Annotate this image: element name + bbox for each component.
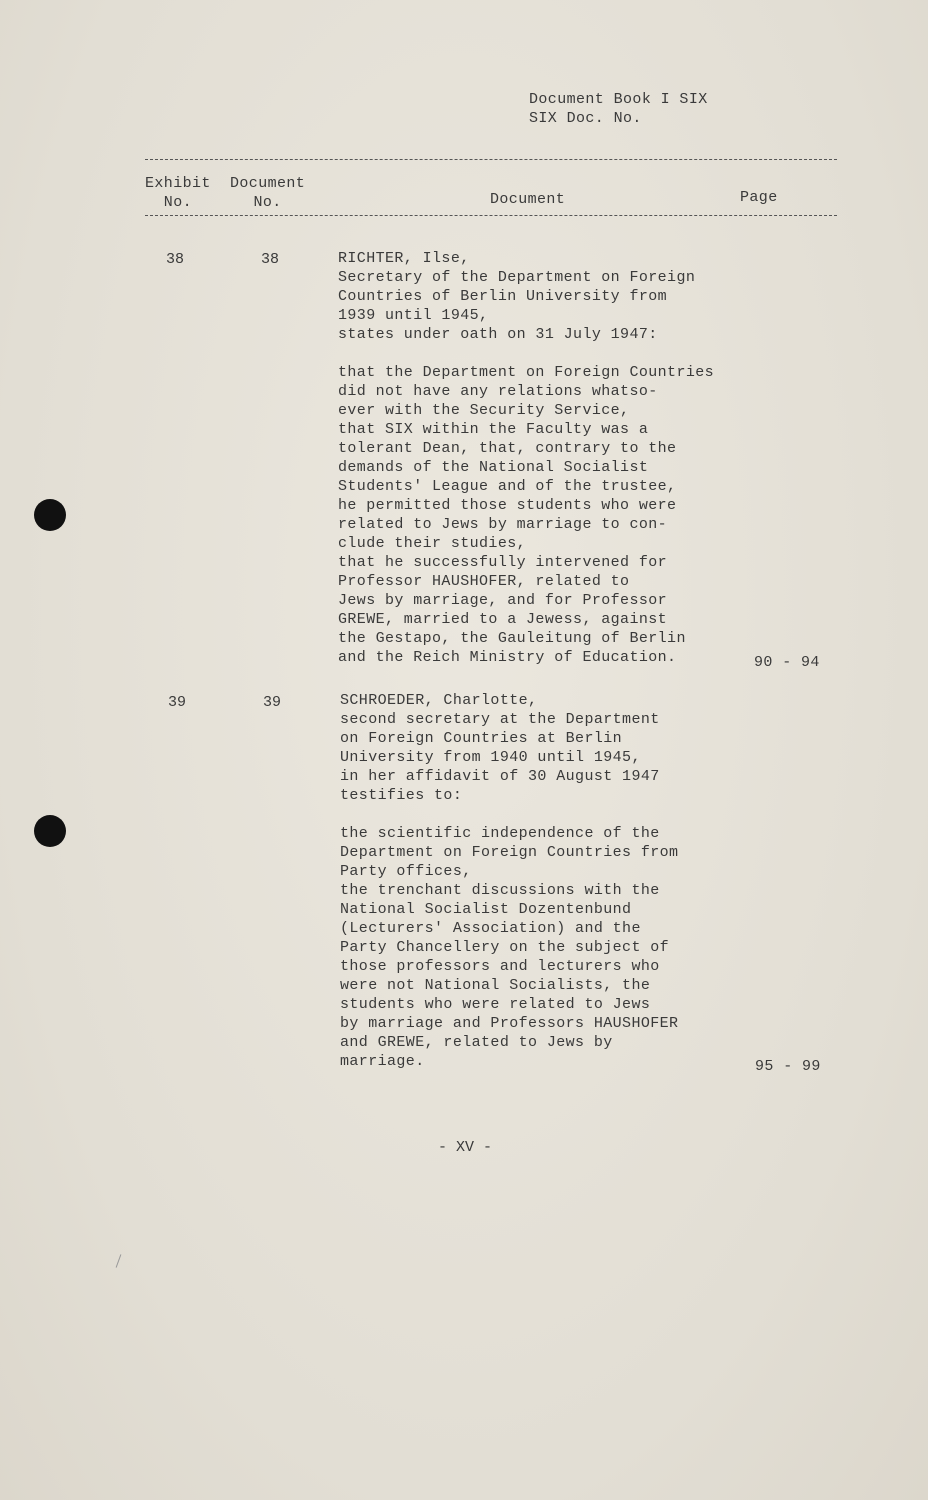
punch-hole-top <box>34 499 66 531</box>
document-header <box>529 90 708 128</box>
column-document-no: Document No. <box>230 175 306 211</box>
column-document: Document <box>490 191 566 208</box>
entry-39-description: SCHROEDER, Charlotte, second secretary at the Department on Foreign Countries at Berlin University from 1940 until 1945, in her affidavit of 30 August 1947 testifies to: the scientific independence of the Department on Foreign Countries from Party offices, the trenchant discussions with the National Socialist Dozentenbund (Lecturers' Association) and the Party Chancellery on the subject of those professors and lecturers who were not National Socialists, the students who were related to Jews by marriage and Professors HAUSHOFER and GREWE, related to Jews by marriage. <box>340 692 679 1070</box>
entry-38-pages: 90 - 94 <box>754 654 820 671</box>
header-doc-no: SIX Doc. No. <box>529 110 642 127</box>
entry-39-pages: 95 - 99 <box>755 1058 821 1075</box>
header-book: Document Book I SIX <box>529 91 708 108</box>
stray-mark <box>116 1254 122 1267</box>
punch-hole-bottom <box>34 815 66 847</box>
entry-38-document-no: 38 <box>261 251 280 268</box>
entry-39-exhibit-no: 39 <box>168 694 187 711</box>
header-rule <box>145 215 837 216</box>
page-number: - XV - <box>438 1139 493 1156</box>
column-page: Page <box>740 189 778 206</box>
entry-38-exhibit-no: 38 <box>166 251 185 268</box>
entry-39-document-no: 39 <box>263 694 282 711</box>
top-rule <box>145 159 837 160</box>
entry-38-description: RICHTER, Ilse, Secretary of the Department on Foreign Countries of Berlin University from 1939 until 1945, states under oath on 31 July 1947: that the Department on Foreign Countries did not have any relations whatso- ever with the Security Service, that SIX within the Faculty was a tolerant Dean, that, contrary to the demands of the National Socialist Students' League and of the trustee, he permitted those students who were related to Jews by marriage to con- clude their studies, that he successfully intervened for Professor HAUSHOFER, related to Jews by marriage, and for Professor GREWE, married to a Jewess, against the Gestapo, the Gauleitung of Berlin and the Reich Ministry of Education. <box>338 250 715 666</box>
column-exhibit-no: Exhibit No. <box>145 175 211 211</box>
